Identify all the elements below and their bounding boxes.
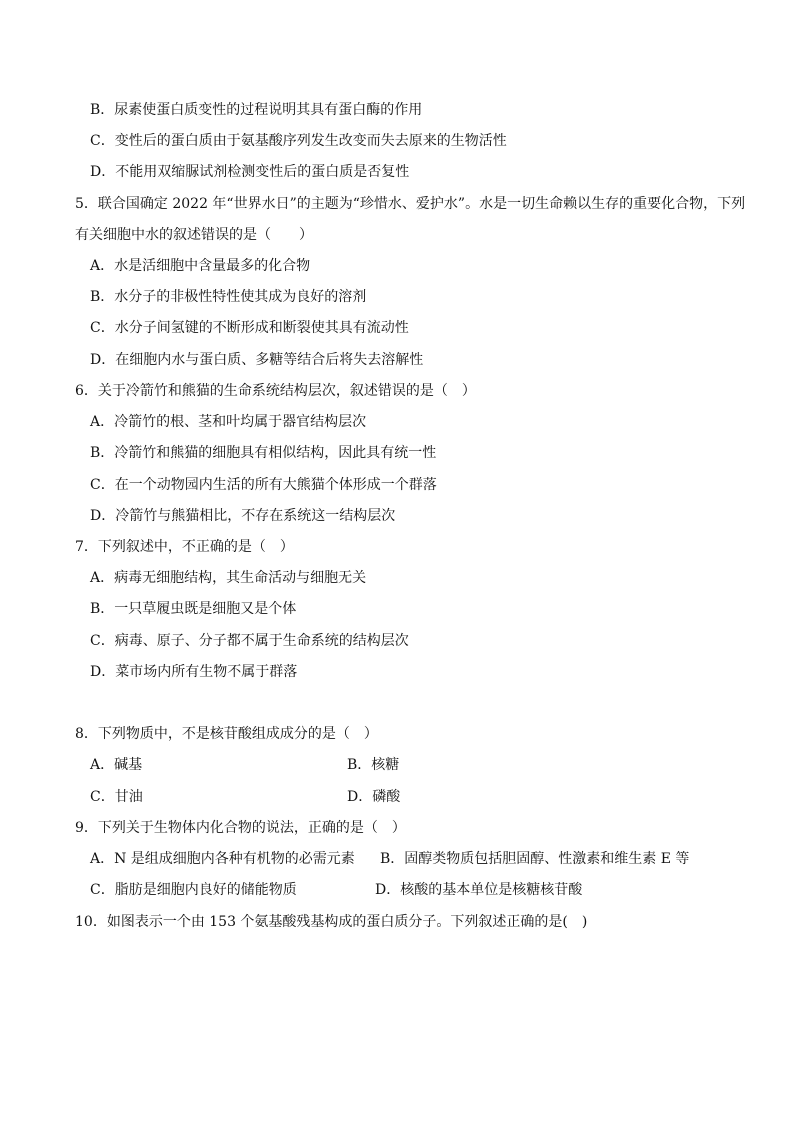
q8-option-d: D．磷酸 bbox=[347, 789, 401, 805]
q6-option-c: C．在一个动物园内生活的所有大熊猫个体形成一个群落 bbox=[90, 477, 437, 493]
q5-option-b: B．水分子的非极性特性使其成为良好的溶剂 bbox=[90, 289, 367, 305]
q6-option-d: D．冷箭竹与熊猫相比，不存在系统这一结构层次 bbox=[90, 508, 396, 524]
q8-option-b: B．核糖 bbox=[347, 757, 400, 773]
q6-option-a: A．冷箭竹的根、茎和叶均属于器官结构层次 bbox=[90, 414, 367, 430]
q6-option-b: B．冷箭竹和熊猫的细胞具有相似结构，因此具有统一性 bbox=[90, 445, 437, 461]
q5-option-c: C．水分子间氢键的不断形成和断裂使其具有流动性 bbox=[90, 320, 409, 336]
q9-option-c: C．脂肪是细胞内良好的储能物质 bbox=[90, 882, 297, 898]
q8-option-c: C．甘油 bbox=[90, 789, 143, 805]
q8-option-a: A．碱基 bbox=[90, 757, 143, 773]
q9-option-d: D．核酸的基本单位是核糖核苷酸 bbox=[375, 882, 583, 898]
q7-option-d: D．菜市场内所有生物不属于群落 bbox=[90, 664, 298, 680]
q6-stem: 6．关于冷箭竹和熊猫的生命系统结构层次，叙述错误的是（ ） bbox=[75, 383, 476, 399]
q5-stem-line2: 有关细胞中水的叙述错误的是（ ） bbox=[75, 227, 313, 243]
q9-stem: 9．下列关于生物体内化合物的说法，正确的是（ ） bbox=[75, 820, 406, 836]
q5-option-a: A．水是活细胞中含量最多的化合物 bbox=[90, 258, 311, 274]
q9-option-b: B．固醇类物质包括胆固醇、性激素和维生素 E 等 bbox=[380, 851, 690, 867]
q10-stem: 10．如图表示一个由 153 个氨基酸残基构成的蛋白质分子。下列叙述正确的是( ) bbox=[75, 914, 588, 930]
q7-option-b: B．一只草履虫既是细胞又是个体 bbox=[90, 601, 297, 617]
q7-option-a: A．病毒无细胞结构，其生命活动与细胞无关 bbox=[90, 570, 367, 586]
q7-option-c: C．病毒、原子、分子都不属于生命系统的结构层次 bbox=[90, 633, 409, 649]
q9-option-a: A．N 是组成细胞内各种有机物的必需元素 bbox=[90, 851, 355, 867]
q5-option-d: D．在细胞内水与蛋白质、多糖等结合后将失去溶解性 bbox=[90, 352, 424, 368]
q8-stem: 8．下列物质中，不是核苷酸组成成分的是（ ） bbox=[75, 726, 378, 742]
q5-stem-line1: 5．联合国确定 2022 年“世界水日”的主题为“珍惜水、爱护水”。水是一切生命赖以生存的重要化合物，下列 bbox=[75, 196, 746, 212]
q7-stem: 7．下列叙述中，不正确的是（ ） bbox=[75, 539, 294, 555]
q4-option-c: C．变性后的蛋白质由于氨基酸序列发生改变而失去原来的生物活性 bbox=[90, 133, 507, 149]
q4-option-d: D．不能用双缩脲试剂检测变性后的蛋白质是否复性 bbox=[90, 164, 410, 180]
q4-option-b: B．尿素使蛋白质变性的过程说明其具有蛋白酶的作用 bbox=[90, 102, 423, 118]
